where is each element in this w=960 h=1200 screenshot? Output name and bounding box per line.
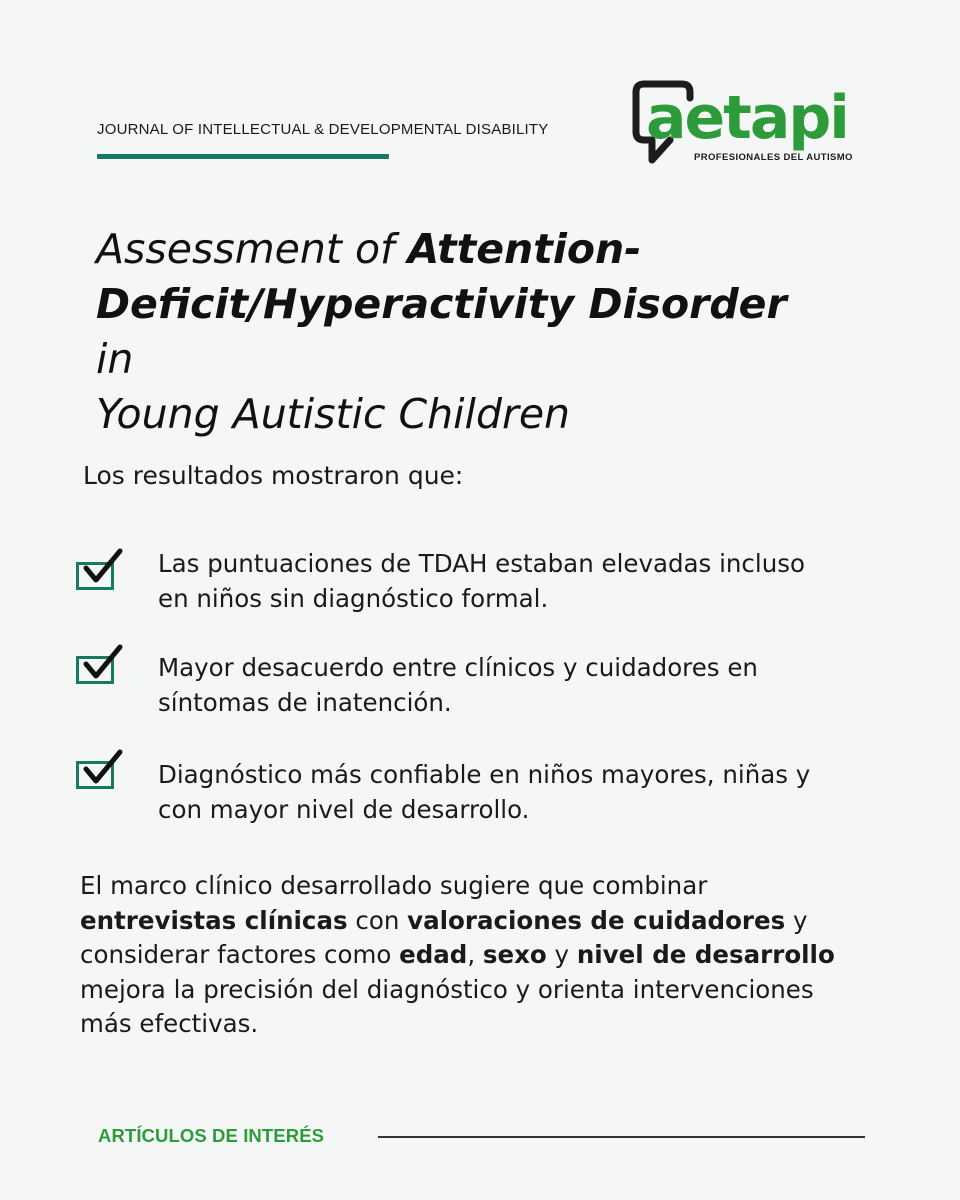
conclusion-bold: edad	[399, 940, 468, 969]
footer-divider	[378, 1136, 865, 1138]
title-bold1: Attention-	[407, 225, 642, 273]
title-part1: Assessment of	[96, 225, 408, 273]
result-item-text	[158, 546, 878, 616]
check-icon	[80, 548, 124, 586]
check-icon	[80, 749, 124, 787]
results-intro: Los resultados mostraron que:	[83, 461, 464, 490]
check-icon	[80, 644, 124, 682]
conclusion-text: ,	[467, 940, 483, 969]
result-item	[76, 757, 876, 827]
logo-tagline: PROFESIONALES DEL AUTISMO	[694, 152, 853, 163]
speech-bubble-icon	[630, 76, 870, 172]
conclusion-bold: valoraciones de cuidadores	[407, 905, 786, 935]
aetapi-logo	[630, 76, 870, 172]
articles-of-interest-link[interactable]: ARTÍCULOS DE INTERÉS	[98, 1125, 325, 1146]
result-item-line1: Las puntuaciones de TDAH estaban elevadas incluso	[158, 549, 805, 578]
conclusion-bold: sexo	[482, 940, 547, 969]
result-item-line2: en niños sin diagnóstico formal.	[158, 584, 549, 613]
conclusion-text: mejora la precisión del diagnóstico y orienta intervenciones	[80, 974, 814, 1004]
conclusion-text: considerar factores como	[80, 940, 400, 969]
result-item-text	[158, 757, 878, 827]
journal-underline	[97, 154, 389, 159]
title-bold2: Deficit/Hyperactivity Disorder	[96, 280, 787, 328]
title-part3: Young Autistic Children	[96, 390, 571, 438]
conclusion-paragraph	[80, 869, 880, 1042]
result-item-line1: Diagnóstico más confiable en niños mayores, niñas y	[158, 760, 811, 789]
result-item-line2: con mayor nivel de desarrollo.	[158, 795, 530, 824]
title-part2: in	[96, 335, 134, 383]
conclusion-text: y	[785, 905, 808, 935]
article-title	[96, 222, 836, 442]
journal-name: JOURNAL OF INTELLECTUAL & DEVELOPMENTAL DISABILITY	[97, 121, 549, 138]
conclusion-text: y	[546, 940, 577, 969]
logo-wordmark: aetapi	[646, 83, 848, 153]
conclusion-bold: entrevistas clínicas	[80, 905, 348, 935]
conclusion-text: con	[347, 905, 408, 935]
result-item	[76, 546, 876, 616]
result-item-line1: Mayor desacuerdo entre clínicos y cuidadores en	[158, 653, 758, 682]
result-item	[76, 650, 876, 720]
conclusion-text: más efectivas.	[80, 1009, 259, 1038]
result-item-line2: síntomas de inatención.	[158, 688, 452, 717]
conclusion-bold: nivel de desarrollo	[576, 940, 835, 969]
result-item-text	[158, 650, 878, 720]
conclusion-text: El marco clínico desarrollado sugiere que combinar	[80, 871, 708, 900]
